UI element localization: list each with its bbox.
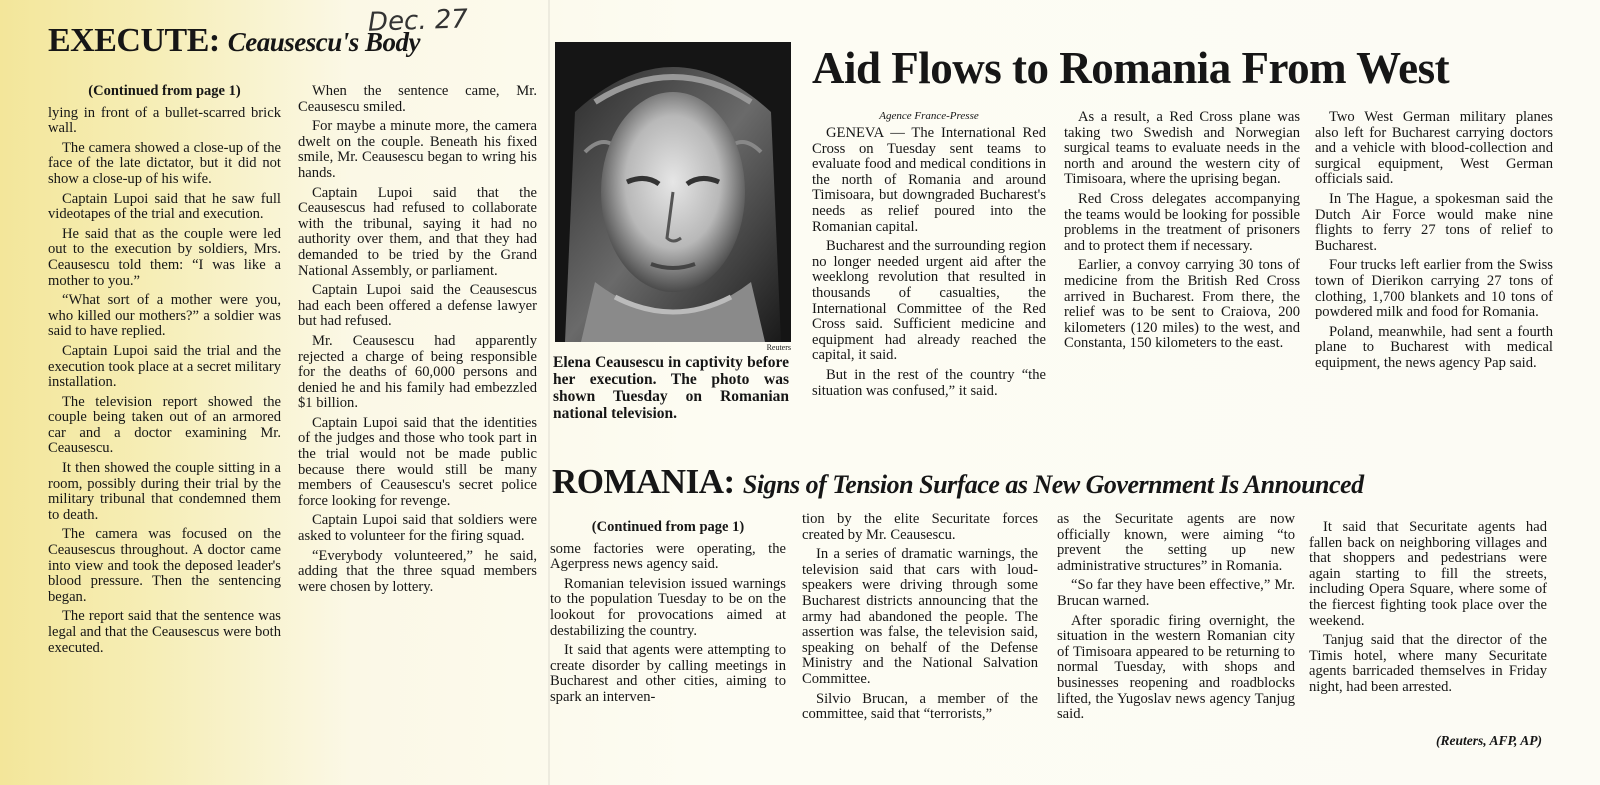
- paragraph: It said that agents were attempting to create disorder by calling meetings in Bucharest and other cities, aiming to spark an interven-: [550, 642, 786, 705]
- romania-column-2: [802, 512, 1038, 727]
- execute-continued-label: (Continued from page 1): [88, 83, 241, 99]
- aid-column-3: [1315, 110, 1553, 376]
- paragraph: In The Hague, a spokesman said the Dutch Air Force would make nine flights to ferry 27 tons of relief to Bucharest.: [1315, 190, 1553, 254]
- paragraph: Silvio Brucan, a member of the committee, said that “terrorists,”: [802, 690, 1038, 723]
- paragraph: It said that Securitate agents had fallen back on neighboring villages and that shoppers and pedestrians were again starting to fill the streets, including Opera Square, where some of the fiercest fighting took place over the weekend.: [1309, 519, 1547, 629]
- paragraph: Tanjug said that the director of the Timis hotel, where many Securitate agents barricaded themselves in Friday night, had been arrested.: [1309, 632, 1547, 695]
- paragraph: Captain Lupoi said the Ceausescus had each been offered a defense lawyer but had refused.: [298, 282, 537, 330]
- paragraph: Captain Lupoi said that the identities of the judges and those who took part in the trial would not be made public because there would still be many members of Ceausescu's secret police force looking for revenge.: [298, 414, 537, 509]
- paragraph: Red Cross delegates accompanying the teams would be looking for possible problems in the treatment of prisoners and to protect them if necessary.: [1064, 190, 1300, 254]
- aid-column-2: [1064, 110, 1300, 356]
- romania-headline-sub: Signs of Tension Surface as New Government Is Announced: [742, 470, 1364, 499]
- paragraph: Mr. Ceausescu had apparently rejected a charge of being responsible for the deaths of 60,000 persons and denied he and his family had embezzled $1 billion.: [298, 332, 537, 412]
- paragraph: Poland, meanwhile, had sent a fourth plane to Bucharest with medical equipment, the news agency Pap said.: [1315, 323, 1553, 371]
- handwritten-date: Dec. 27: [367, 4, 469, 38]
- execute-headline: [48, 22, 420, 60]
- paragraph: “What sort of a mother were you, who killed our mothers?” a soldier was said to have replied.: [48, 292, 281, 340]
- paragraph: After sporadic firing overnight, the situation in the western Romanian city of Timisoara appeared to be returning to normal Tuesday, with shops and businesses reopening and roadblocks lifted, the Yugoslav news agency Tanjug said.: [1057, 612, 1295, 723]
- paragraph: For maybe a minute more, the camera dwelt on the couple. Beneath his fixed smile, Mr. Ceausescu began to wring his hands.: [298, 118, 537, 181]
- paragraph: But in the rest of the country “the situation was confused,” it said.: [812, 366, 1046, 399]
- romania-column-3: [1057, 512, 1295, 727]
- romania-column-1: [550, 520, 786, 710]
- paragraph: Earlier, a convoy carrying 30 tons of medicine from the British Red Cross arrived in Bucharest. From there, the relief was to be sent to Craiova, 200 kilometers (120 miles) to the west, and Constanta, 150 kilometers to the east.: [1064, 257, 1300, 352]
- paragraph: Four trucks left earlier from the Swiss town of Dierikon carrying 27 tons of clothing, 1,700 blankets and 10 tons of powdered milk and food for Romania.: [1315, 257, 1553, 321]
- paragraph: as the Securitate agents are now officially known, were aiming “to prevent the setting up new administrative structures” in Romania.: [1057, 511, 1295, 574]
- paragraph: The camera showed a close-up of the face of the late dictator, but it did not show a close-up of his wife.: [48, 139, 281, 187]
- execute-headline-main: EXECUTE:: [48, 22, 220, 59]
- paragraph: Romanian television issued warnings to the population Tuesday to be on the lookout for provocations aimed at destabilizing the country.: [550, 575, 786, 639]
- paragraph: some factories were operating, the Agerpress news agency said.: [550, 540, 786, 573]
- paragraph: The camera was focused on the Ceausescus throughout. A doctor came into view and took the deposed leader's blood pressure. Then the sentencing began.: [48, 526, 281, 605]
- execute-column-2: [298, 84, 537, 599]
- paragraph: When the sentence came, Mr. Ceausescu smiled.: [298, 83, 537, 115]
- paragraph: lying in front of a bullet-scarred brick wall.: [48, 104, 281, 137]
- romania-continued-label: (Continued from page 1): [591, 519, 745, 535]
- paragraph: “Everybody volunteered,” he said, adding that the three squad members were chosen by lottery.: [298, 547, 537, 595]
- paragraph: tion by the elite Securitate forces created by Mr. Ceausescu.: [802, 511, 1038, 543]
- romania-column-4: [1309, 520, 1547, 700]
- paragraph: Captain Lupoi said that the Ceausescus had refused to collaborate with the tribunal, saying it had no authority over them, and that they had demanded to be tried by the Grand National Assembly, or parliament.: [298, 184, 537, 279]
- portrait-image: [555, 42, 791, 342]
- paragraph: “So far they have been effective,” Mr. Brucan warned.: [1057, 577, 1295, 609]
- paragraph: The report said that the sentence was legal and that the Ceausescus were both executed.: [48, 608, 281, 656]
- paragraph: The television report showed the couple being taken out of an armored car and a doctor examining Mr. Ceausescu.: [48, 393, 281, 457]
- paragraph: As a result, a Red Cross plane was taking two Swedish and Norwegian surgical teams to evaluate needs in the north and around the western city of Timisoara, where the uprising began.: [1064, 109, 1300, 188]
- execute-headline-sub: Ceausescu's Body: [227, 27, 420, 57]
- paragraph: Captain Lupoi said that he saw full videotapes of the trial and execution.: [48, 190, 281, 223]
- aid-byline: Agence France-Presse: [879, 110, 979, 122]
- photo-credit: Reuters: [766, 343, 791, 352]
- paragraph: Captain Lupoi said the trial and the execution took place at a secret military installation.: [48, 342, 281, 391]
- elena-ceausescu-photo: [555, 42, 791, 342]
- paragraph: It then showed the couple sitting in a room, possibly during their trial by the military tribunal that condemned them to death.: [48, 460, 281, 523]
- romania-headline-main: ROMANIA:: [552, 462, 735, 501]
- paragraph: He said that as the couple were led out to the execution by soldiers, Mrs. Ceausescu told them: “I was like a mother to you.”: [48, 225, 281, 289]
- paragraph: GENEVA — The International Red Cross on Tuesday sent teams to evaluate food and medical conditions in the north of Romania and around Timisoara, but downgraded Bucharest's needs as relief poured into the Romanian capital.: [812, 125, 1046, 235]
- paragraph: Two West German military planes also left for Bucharest carrying doctors and a vehicle with blood-collection and surgical equipment, West German officials said.: [1315, 109, 1553, 188]
- paragraph: Captain Lupoi said that soldiers were asked to volunteer for the firing squad.: [298, 512, 537, 545]
- romania-headline: [552, 462, 1364, 502]
- execute-column-1: [48, 84, 281, 660]
- aid-headline: Aid Flows to Romania From West: [812, 43, 1450, 93]
- paragraph: In a series of dramatic warnings, the television said that cars with loud-speakers were driving through some Bucharest districts announcing that the army had abandoned the people. The assertion was false, the television said, speaking on behalf of the Defense Ministry and the National Salvation Committee.: [802, 546, 1038, 687]
- photo-caption: Elena Ceausescu in captivity before her execution. The photo was shown Tuesday on Romanian national television.: [553, 354, 789, 422]
- aid-column-1: [812, 126, 1046, 403]
- wire-service-signature: (Reuters, AFP, AP): [1435, 733, 1542, 748]
- paragraph: Bucharest and the surrounding region no longer needed urgent aid after the weeklong revolution that resulted in thousands of casualties, the International Committee of the Red Cross said. Sufficient medicine and equipment had already reached the capital, it said.: [812, 238, 1046, 364]
